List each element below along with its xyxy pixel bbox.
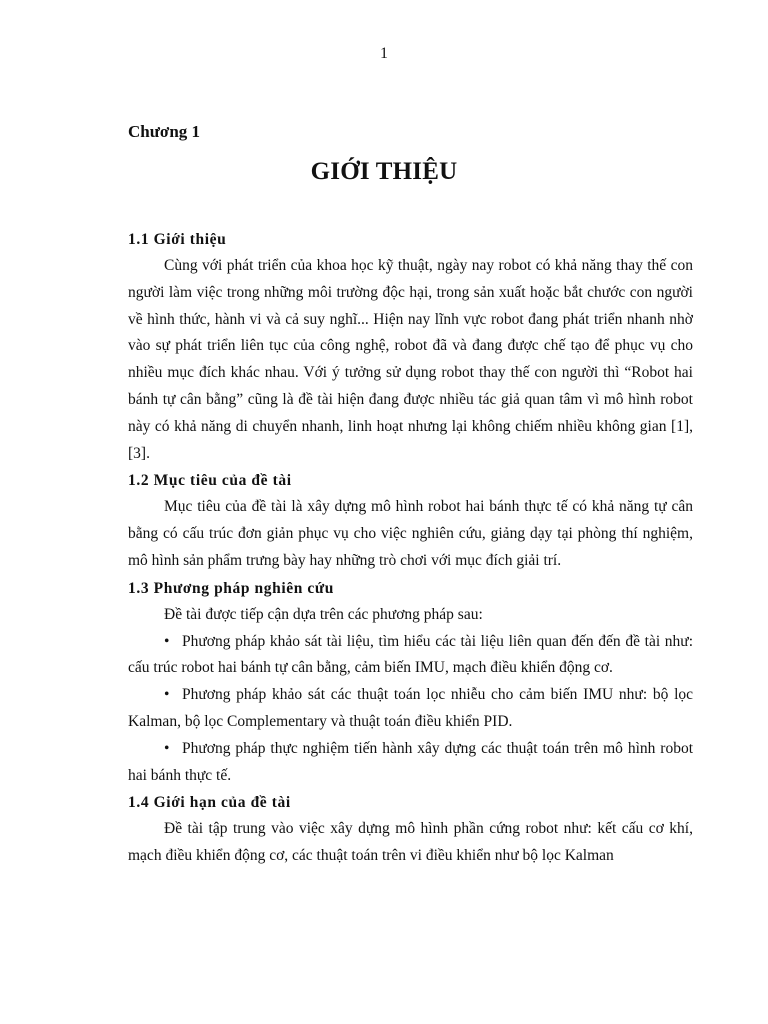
section-scope-limits xyxy=(128,789,693,870)
section-heading: 1.3 Phương pháp nghiên cứu xyxy=(128,579,335,597)
bullet-text: Phương pháp khảo sát tài liệu, tìm hiểu các tài liệu liên quan đến đến đề tài như: cấu trúc robot hai bánh tự cân bằng, cảm biến IMU, mạch điều khiển động cơ. xyxy=(128,632,693,677)
document-body xyxy=(128,226,693,870)
bullet-icon: • xyxy=(164,632,170,650)
bullet-icon: • xyxy=(164,686,170,704)
section-objectives xyxy=(128,467,693,574)
section-heading: 1.1 Giới thiệu xyxy=(128,231,227,248)
body-paragraph: Đề tài tập trung vào việc xây dựng mô hình phần cứng robot như: kết cấu cơ khí, mạch điều khiển động cơ, các thuật toán trên vi điều khiển như bộ lọc Kalman xyxy=(128,820,693,865)
chapter-label: Chương 1 xyxy=(128,122,201,141)
section-research-methods xyxy=(128,575,693,790)
bullet-item xyxy=(128,629,693,683)
section-heading: 1.2 Mục tiêu của đề tài xyxy=(128,472,292,490)
bullet-item xyxy=(128,736,693,790)
bullet-text: Phương pháp thực nghiệm tiến hành xây dựng các thuật toán trên mô hình robot hai bánh thực tế. xyxy=(128,739,693,784)
bullet-icon: • xyxy=(164,739,170,757)
section-introduction xyxy=(128,226,693,467)
body-paragraph: Mục tiêu của đề tài là xây dựng mô hình robot hai bánh thực tế có khả năng tự cân bằng có cấu trúc đơn giản phục vụ cho việc nghiên cứu, giảng dạy tại phòng thí nghiệm, mô hình sản phẩm trưng bày hay những trò chơi với mục đích giải trí. xyxy=(128,498,693,569)
section-heading: 1.4 Giới hạn của đề tài xyxy=(128,794,291,812)
body-paragraph: Cùng với phát triển của khoa học kỹ thuật, ngày nay robot có khả năng thay thế con người làm việc trong những môi trường độc hại, trong sản xuất hoặc bắt chước con người về hình thức, hành vi và cả suy nghĩ... Hiện nay lĩnh vực robot đang phát triển nhanh nhờ vào sự phát triển liên tục của công nghệ, robot đã và đang được chế tạo để phục vụ cho nhiều mục đích khác nhau. Với ý tưởng sử dụng robot thay thế con người thì “Robot hai bánh tự cân bằng” cũng là đề tài hiện đang được nhiều tác giả quan tâm vì mô hình robot này có khả năng di chuyển nhanh, linh hoạt nhưng lại không chiếm nhiều không gian [1], [3]. xyxy=(128,257,693,462)
page-number: 1 xyxy=(380,45,388,62)
bullet-text: Phương pháp khảo sát các thuật toán lọc nhiễu cho cảm biến IMU như: bộ lọc Kalman, bộ lọc Complementary và thuật toán điều khiển PID. xyxy=(128,686,693,730)
chapter-title: GIỚI THIỆU xyxy=(310,158,458,185)
bullet-item xyxy=(128,682,693,736)
body-paragraph: Đề tài được tiếp cận dựa trên các phương pháp sau: xyxy=(164,605,483,623)
